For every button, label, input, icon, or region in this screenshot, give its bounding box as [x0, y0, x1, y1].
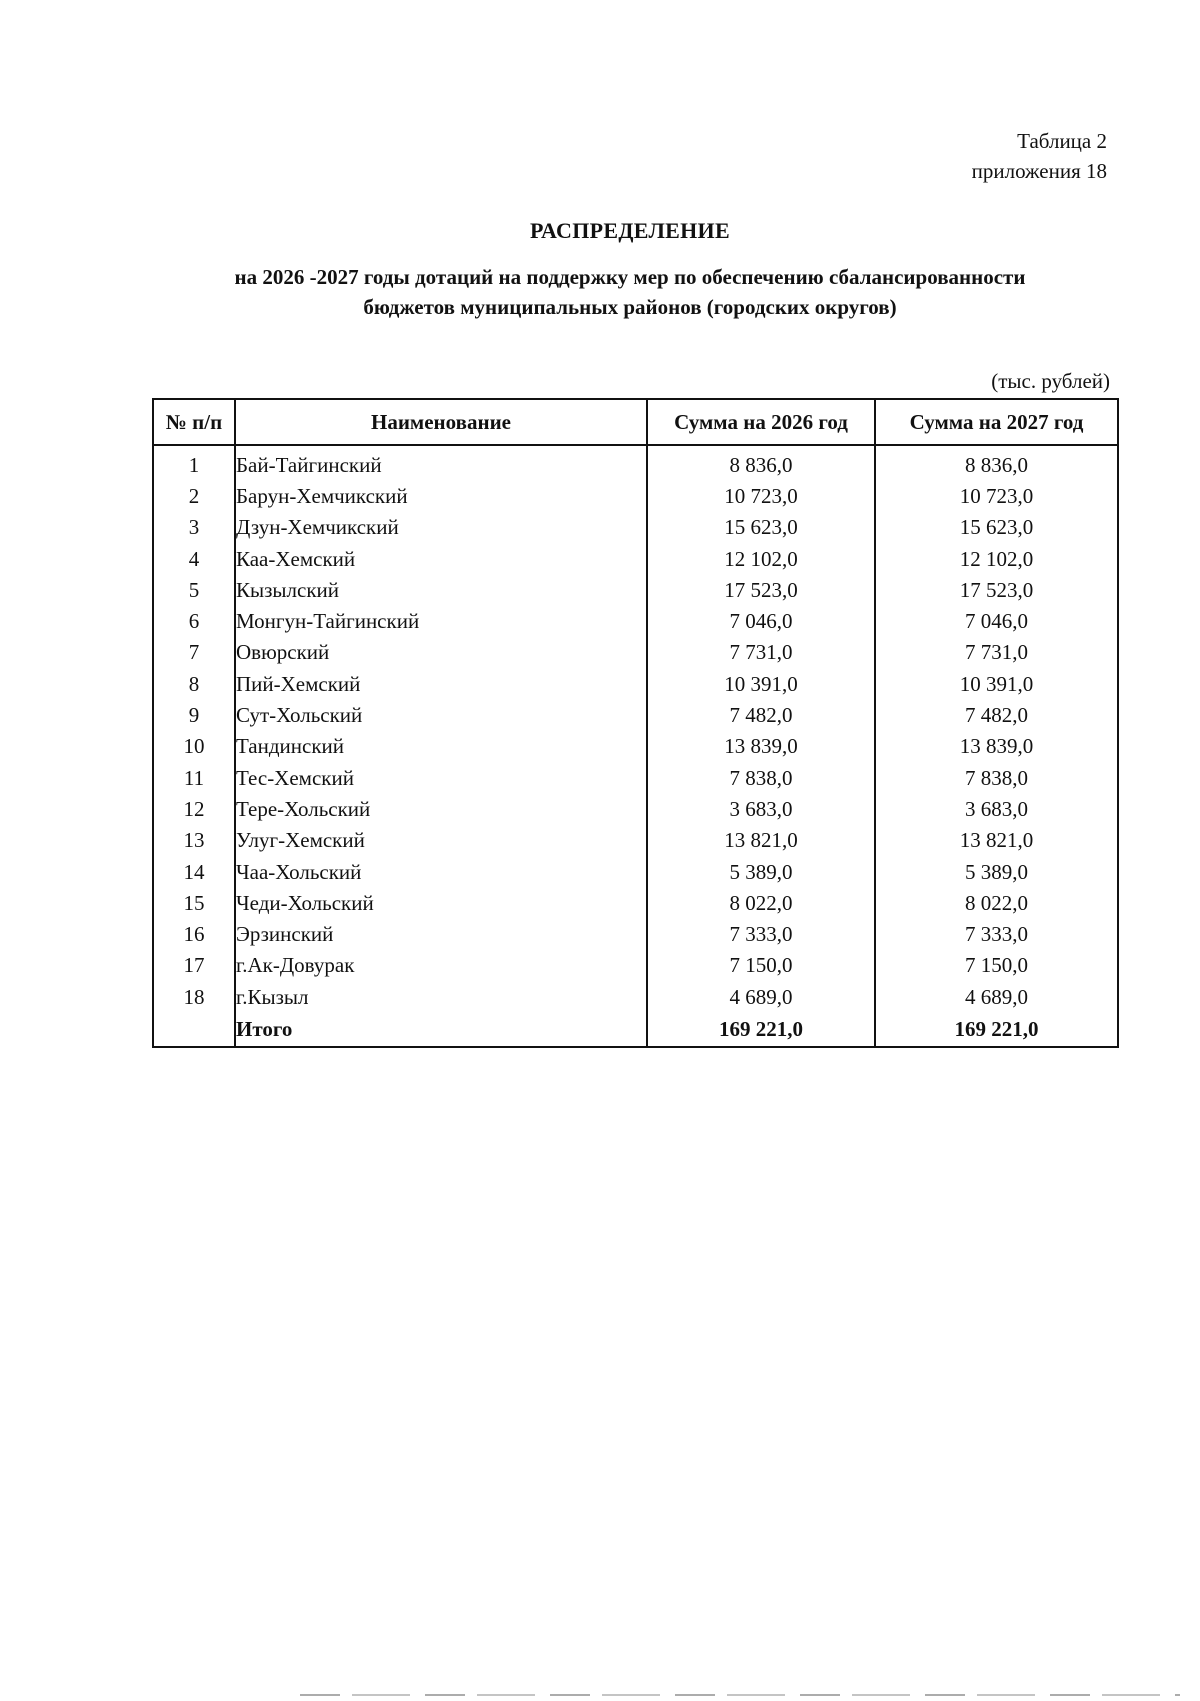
- cell-name: Бай-Тайгинский: [235, 445, 647, 480]
- cell-sum-2027: 15 623,0: [875, 512, 1118, 543]
- cell-name: Овюрский: [235, 637, 647, 668]
- table-row: [153, 981, 1118, 1012]
- cell-sum-2026: 10 723,0: [647, 480, 875, 511]
- cell-sum-2027: 17 523,0: [875, 574, 1118, 605]
- cell-name: г.Ак-Довурак: [235, 950, 647, 981]
- header-number: № п/п: [153, 399, 235, 445]
- cell-sum-2027: 169 221,0: [875, 1012, 1118, 1047]
- table-row: [153, 445, 1118, 480]
- cell-sum-2027: 7 150,0: [875, 950, 1118, 981]
- cell-sum-2026: 13 821,0: [647, 825, 875, 856]
- cell-sum-2027: 7 731,0: [875, 637, 1118, 668]
- cell-name: Барун-Хемчикский: [235, 480, 647, 511]
- distribution-table: [152, 398, 1119, 1048]
- cell-number: 9: [153, 699, 235, 730]
- cell-sum-2027: 10 723,0: [875, 480, 1118, 511]
- cell-sum-2026: 4 689,0: [647, 981, 875, 1012]
- cell-sum-2027: 13 821,0: [875, 825, 1118, 856]
- cell-sum-2027: 3 683,0: [875, 793, 1118, 824]
- cell-name: Чаа-Хольский: [235, 856, 647, 887]
- cell-number: 4: [153, 543, 235, 574]
- table-header-row: [153, 399, 1118, 445]
- units-note: (тыс. рублей): [991, 369, 1110, 393]
- document-subtitle: [150, 262, 1110, 322]
- cell-sum-2026: 7 150,0: [647, 950, 875, 981]
- cell-name: Тере-Хольский: [235, 793, 647, 824]
- cell-number: 12: [153, 793, 235, 824]
- cell-number: 16: [153, 918, 235, 949]
- cell-number: 2: [153, 480, 235, 511]
- cell-number: 8: [153, 668, 235, 699]
- cell-sum-2026: 7 731,0: [647, 637, 875, 668]
- table-row: [153, 605, 1118, 636]
- table-row: [153, 762, 1118, 793]
- table-body: [153, 445, 1118, 1047]
- cell-sum-2027: 10 391,0: [875, 668, 1118, 699]
- table-row: [153, 574, 1118, 605]
- cell-name: Дзун-Хемчикский: [235, 512, 647, 543]
- cell-sum-2026: 7 482,0: [647, 699, 875, 730]
- cell-sum-2026: 7 333,0: [647, 918, 875, 949]
- cell-sum-2027: 12 102,0: [875, 543, 1118, 574]
- cell-number: 11: [153, 762, 235, 793]
- cell-sum-2026: 12 102,0: [647, 543, 875, 574]
- cell-name: Чеди-Хольский: [235, 887, 647, 918]
- cell-sum-2026: 7 046,0: [647, 605, 875, 636]
- table-row: [153, 887, 1118, 918]
- cell-sum-2026: 8 836,0: [647, 445, 875, 480]
- annex-reference: [972, 126, 1107, 186]
- table-row: [153, 637, 1118, 668]
- table-row: [153, 825, 1118, 856]
- cell-sum-2026: 17 523,0: [647, 574, 875, 605]
- header-name: Наименование: [235, 399, 647, 445]
- table-row: [153, 668, 1118, 699]
- cell-sum-2027: 7 046,0: [875, 605, 1118, 636]
- cell-number: 7: [153, 637, 235, 668]
- cell-sum-2026: 169 221,0: [647, 1012, 875, 1047]
- cell-name: Сут-Хольский: [235, 699, 647, 730]
- header-sum-2027: Сумма на 2027 год: [875, 399, 1118, 445]
- cell-sum-2027: 7 333,0: [875, 918, 1118, 949]
- cell-number: 10: [153, 731, 235, 762]
- cell-name: Тес-Хемский: [235, 762, 647, 793]
- annex-table-number: Таблица 2: [1017, 129, 1107, 153]
- cell-sum-2027: 8 836,0: [875, 445, 1118, 480]
- cell-sum-2026: 7 838,0: [647, 762, 875, 793]
- cell-sum-2027: 13 839,0: [875, 731, 1118, 762]
- cell-sum-2027: 8 022,0: [875, 887, 1118, 918]
- cell-number: [153, 1012, 235, 1047]
- table-row: [153, 856, 1118, 887]
- annex-appendix-number: приложения 18: [971, 159, 1107, 183]
- cell-number: 3: [153, 512, 235, 543]
- cell-number: 14: [153, 856, 235, 887]
- cell-sum-2027: 7 482,0: [875, 699, 1118, 730]
- table-row: [153, 543, 1118, 574]
- cell-name: Кызылский: [235, 574, 647, 605]
- cell-sum-2026: 5 389,0: [647, 856, 875, 887]
- cell-number: 1: [153, 445, 235, 480]
- cell-sum-2027: 5 389,0: [875, 856, 1118, 887]
- cell-number: 6: [153, 605, 235, 636]
- cell-name: Монгун-Тайгинский: [235, 605, 647, 636]
- cell-sum-2027: 4 689,0: [875, 981, 1118, 1012]
- header-sum-2026: Сумма на 2026 год: [647, 399, 875, 445]
- cell-sum-2026: 13 839,0: [647, 731, 875, 762]
- cell-sum-2026: 10 391,0: [647, 668, 875, 699]
- scan-edge-artifact: [300, 1694, 1180, 1696]
- cell-sum-2026: 3 683,0: [647, 793, 875, 824]
- table-row: [153, 793, 1118, 824]
- table-total-row: [153, 1012, 1118, 1047]
- cell-number: 5: [153, 574, 235, 605]
- cell-name: Пий-Хемский: [235, 668, 647, 699]
- table-row: [153, 918, 1118, 949]
- cell-name: г.Кызыл: [235, 981, 647, 1012]
- subtitle-line-2: бюджетов муниципальных районов (городских округов): [363, 295, 897, 319]
- cell-number: 15: [153, 887, 235, 918]
- cell-name: Улуг-Хемский: [235, 825, 647, 856]
- document-title: РАСПРЕДЕЛЕНИЕ: [530, 218, 730, 243]
- cell-number: 13: [153, 825, 235, 856]
- table-row: [153, 480, 1118, 511]
- cell-number: 18: [153, 981, 235, 1012]
- cell-name: Каа-Хемский: [235, 543, 647, 574]
- cell-number: 17: [153, 950, 235, 981]
- cell-name: Эрзинский: [235, 918, 647, 949]
- cell-sum-2026: 8 022,0: [647, 887, 875, 918]
- table-row: [153, 731, 1118, 762]
- subtitle-line-1: на 2026 -2027 годы дотаций на поддержку мер по обеспечению сбалансированности: [234, 265, 1026, 289]
- table-row: [153, 950, 1118, 981]
- cell-name: Итого: [235, 1012, 647, 1047]
- cell-name: Тандинский: [235, 731, 647, 762]
- cell-sum-2027: 7 838,0: [875, 762, 1118, 793]
- table-row: [153, 699, 1118, 730]
- table-row: [153, 512, 1118, 543]
- cell-sum-2026: 15 623,0: [647, 512, 875, 543]
